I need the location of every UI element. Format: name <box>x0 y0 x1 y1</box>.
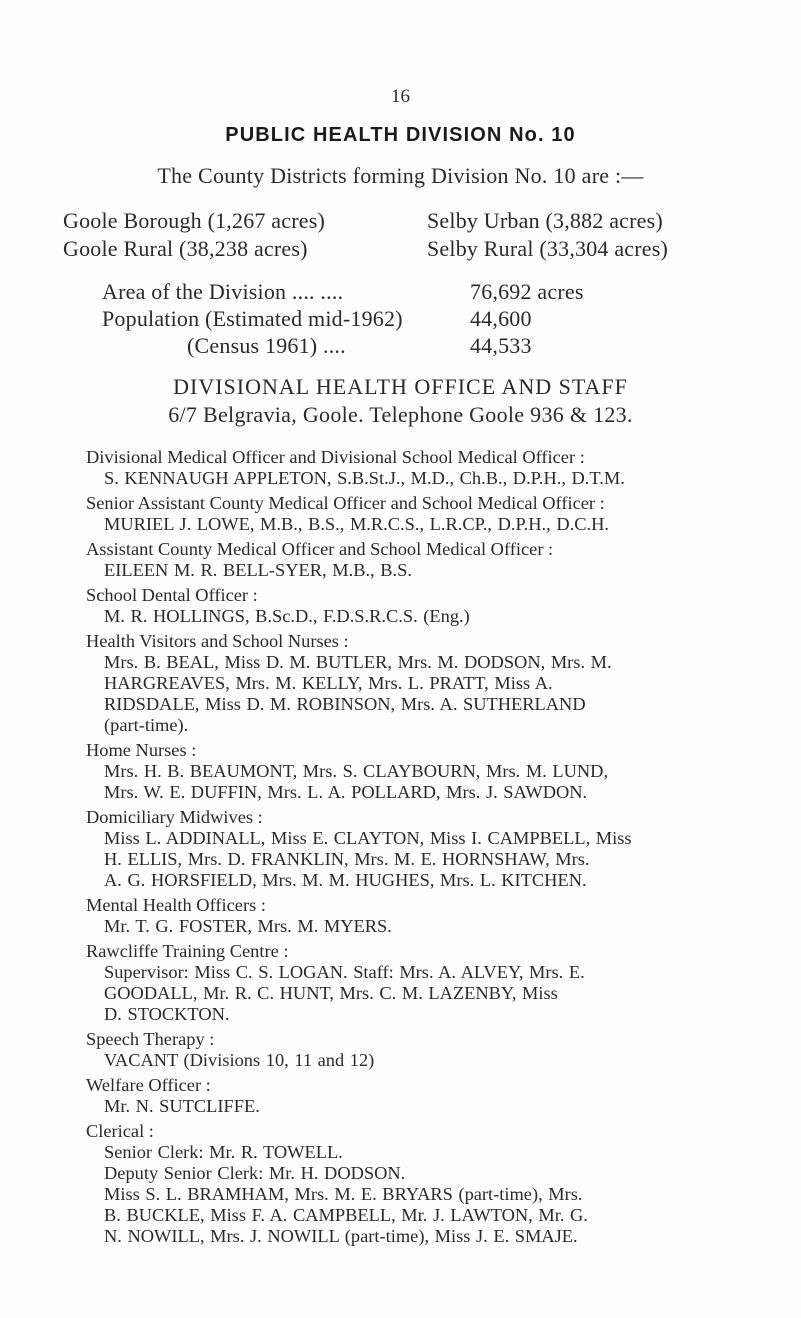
staff-section <box>86 1075 786 1117</box>
stat-pop-census-value: 44,533 <box>470 333 532 358</box>
staff-section-line: Supervisor: Miss C. S. LOGAN. Staff: Mrs. A. ALVEY, Mrs. E. <box>104 962 585 982</box>
staff-section-heading: Mental Health Officers : <box>86 895 266 915</box>
staff-section-heading: Domiciliary Midwives : <box>86 807 263 827</box>
staff-section <box>86 631 786 736</box>
staff-section-line: EILEEN M. R. BELL-SYER, M.B., B.S. <box>104 560 412 580</box>
staff-section-line: GOODALL, Mr. R. C. HUNT, Mrs. C. M. LAZENBY, Miss <box>104 983 558 1003</box>
stat-pop-est-value: 44,600 <box>470 306 532 331</box>
staff-list <box>86 447 786 1251</box>
staff-section-line: Mrs. W. E. DUFFIN, Mrs. L. A. POLLARD, Mrs. J. SAWDON. <box>104 782 588 802</box>
staff-section <box>86 539 786 581</box>
staff-section-line: HARGREAVES, Mrs. M. KELLY, Mrs. L. PRATT, Miss A. <box>104 673 553 693</box>
staff-section-line: RIDSDALE, Miss D. M. ROBINSON, Mrs. A. SUTHERLAND <box>104 694 586 714</box>
staff-section <box>86 807 786 891</box>
district-selby-urban: Selby Urban (3,882 acres) <box>427 208 663 233</box>
staff-section-heading: Divisional Medical Officer and Divisional School Medical Officer : <box>86 447 585 467</box>
staff-section-heading: Senior Assistant County Medical Officer and School Medical Officer : <box>86 493 605 513</box>
staff-section-line: Miss S. L. BRAMHAM, Mrs. M. E. BRYARS (part-time), Mrs. <box>104 1184 583 1204</box>
district-goole-borough: Goole Borough (1,267 acres) <box>63 208 325 233</box>
stat-pop-census-label: (Census 1961) .... <box>187 333 346 358</box>
staff-section <box>86 1121 786 1247</box>
staff-section-line: M. R. HOLLINGS, B.Sc.D., F.D.S.R.C.S. (Eng.) <box>104 606 470 626</box>
stat-area-label: Area of the Division .... .... <box>102 279 344 304</box>
staff-section-heading: Welfare Officer : <box>86 1075 211 1095</box>
staff-section-line: Miss L. ADDINALL, Miss E. CLAYTON, Miss I. CAMPBELL, Miss <box>104 828 632 848</box>
staff-section-line: Mrs. B. BEAL, Miss D. M. BUTLER, Mrs. M. DODSON, Mrs. M. <box>104 652 612 672</box>
staff-section-heading: Rawcliffe Training Centre : <box>86 941 289 961</box>
staff-section-line: Mr. T. G. FOSTER, Mrs. M. MYERS. <box>104 916 392 936</box>
staff-section-line: D. STOCKTON. <box>104 1004 230 1024</box>
staff-section-heading: Assistant County Medical Officer and School Medical Officer : <box>86 539 554 559</box>
staff-section-heading: Health Visitors and School Nurses : <box>86 631 349 651</box>
staff-section-line: H. ELLIS, Mrs. D. FRANKLIN, Mrs. M. E. HORNSHAW, Mrs. <box>104 849 590 869</box>
staff-section-heading: Home Nurses : <box>86 740 197 760</box>
staff-section-line: S. KENNAUGH APPLETON, S.B.St.J., M.D., Ch.B., D.P.H., D.T.M. <box>104 468 625 488</box>
staff-section-heading: Clerical : <box>86 1121 154 1141</box>
district-goole-rural: Goole Rural (38,238 acres) <box>63 236 308 261</box>
staff-section-line: Mr. N. SUTCLIFFE. <box>104 1096 260 1116</box>
staff-section-line: MURIEL J. LOWE, M.B., B.S., M.R.C.S., L.R.CP., D.P.H., D.C.H. <box>104 514 609 534</box>
staff-section-line: Deputy Senior Clerk: Mr. H. DODSON. <box>104 1163 406 1183</box>
staff-section <box>86 1029 786 1071</box>
staff-section-line: B. BUCKLE, Miss F. A. CAMPBELL, Mr. J. LAWTON, Mr. G. <box>104 1205 588 1225</box>
district-selby-rural: Selby Rural (33,304 acres) <box>427 236 669 261</box>
staff-section <box>86 585 786 627</box>
staff-section-line: N. NOWILL, Mrs. J. NOWILL (part-time), Miss J. E. SMAJE. <box>104 1226 578 1246</box>
staff-section <box>86 447 786 489</box>
stat-pop-est-label: Population (Estimated mid-1962) <box>102 306 403 331</box>
staff-section-heading: School Dental Officer : <box>86 585 258 605</box>
staff-section-line: Senior Clerk: Mr. R. TOWELL. <box>104 1142 343 1162</box>
staff-section-line: VACANT (Divisions 10, 11 and 12) <box>104 1050 375 1070</box>
office-address: 6/7 Belgravia, Goole. Telephone Goole 936 & 123. <box>168 402 633 427</box>
staff-section <box>86 493 786 535</box>
staff-section-line: (part-time). <box>104 715 189 735</box>
page-number: 16 <box>391 86 410 107</box>
staff-section <box>86 895 786 937</box>
staff-section-line: Mrs. H. B. BEAUMONT, Mrs. S. CLAYBOURN, Mrs. M. LUND, <box>104 761 609 781</box>
staff-section-line: A. G. HORSFIELD, Mrs. M. M. HUGHES, Mrs. L. KITCHEN. <box>104 870 587 890</box>
office-title: DIVISIONAL HEALTH OFFICE AND STAFF <box>173 374 628 399</box>
intro-text: The County Districts forming Division No. 10 are :— <box>157 163 644 188</box>
staff-section <box>86 941 786 1025</box>
staff-section-heading: Speech Therapy : <box>86 1029 215 1049</box>
stat-area-value: 76,692 acres <box>470 279 584 304</box>
page-title: PUBLIC HEALTH DIVISION No. 10 <box>225 124 576 146</box>
staff-section <box>86 740 786 803</box>
